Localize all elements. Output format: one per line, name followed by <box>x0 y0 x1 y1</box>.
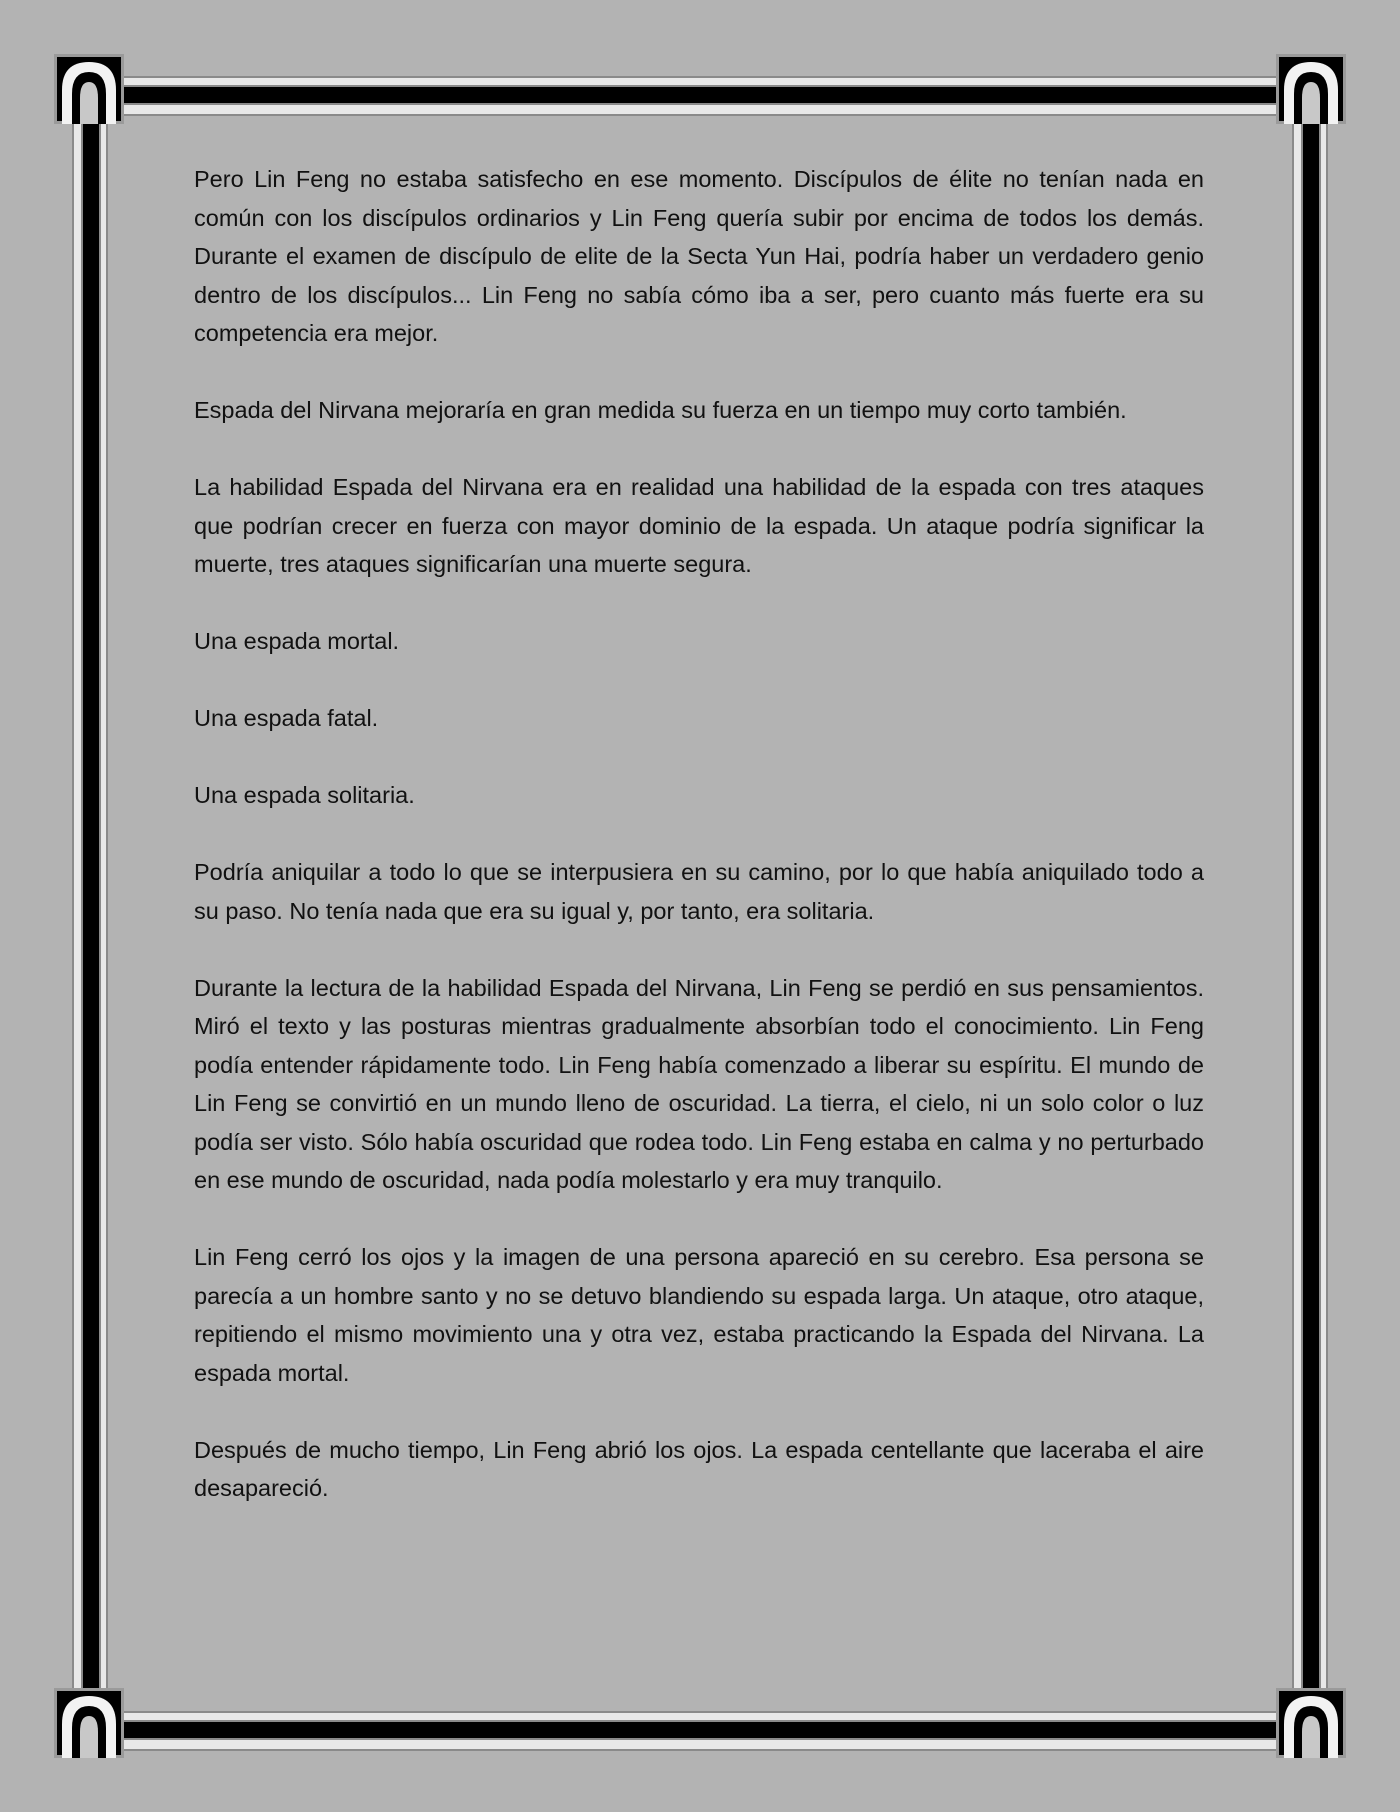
frame-corner-ornament-icon <box>54 1688 124 1758</box>
frame-corner-ornament-icon <box>54 54 124 124</box>
paragraph: Lin Feng cerró los ojos y la imagen de una persona apareció en su cerebro. Esa persona se parecía a un hombre santo y no se detuvo blandiendo su espada larga. Un ataque, otro ataque, repitiendo el mismo movimiento una y otra vez, estaba practicando la Espada del Nirvana. La espada mortal. <box>194 1244 1204 1386</box>
paragraph: Podría aniquilar a todo lo que se interpusiera en su camino, por lo que había aniquilado todo a su paso. No tenía nada que era su igual y, por tanto, era solitaria. <box>194 859 1204 924</box>
frame-corner-ornament-icon <box>1276 1688 1346 1758</box>
paragraph: Después de mucho tiempo, Lin Feng abrió los ojos. La espada centellante que laceraba el aire desapareció. <box>194 1436 1204 1501</box>
paragraph: Una espada fatal. <box>194 705 379 731</box>
paragraph: Una espada solitaria. <box>194 782 415 808</box>
paragraph: Durante la lectura de la habilidad Espada del Nirvana, Lin Feng se perdió en sus pensamientos. Miró el texto y las posturas mientras gradualmente absorbían todo el conocimiento. Lin Feng podía entender rápidamente todo. Lin Feng había comenzado a liberar su espíritu. El mundo de Lin Feng se convirtió en un mundo lleno de oscuridad. La tierra, el cielo, ni un solo color o luz podía ser visto. Sólo había oscuridad que rodea todo. Lin Feng estaba en calma y no perturbado en ese mundo de oscuridad, nada podía molestarlo y era muy tranquilo. <box>194 974 1204 1193</box>
paragraph: Una espada mortal. <box>194 628 400 654</box>
page-text <box>194 160 1204 1546</box>
paragraph: Pero Lin Feng no estaba satisfecho en ese momento. Discípulos de élite no tenían nada en común con los discípulos ordinarios y Lin Feng quería subir por encima de todos los demás. Durante el examen de discípulo de elite de la Secta Yun Hai, podría haber un verdadero genio dentro de los discípulos... Lin Feng no sabía cómo iba a ser, pero cuanto más fuerte era su competencia era mejor. <box>194 166 1204 346</box>
frame-bottom-border <box>120 1711 1280 1751</box>
frame-left-border <box>72 120 108 1700</box>
frame-right-border <box>1292 120 1328 1700</box>
paragraph: La habilidad Espada del Nirvana era en realidad una habilidad de la espada con tres ataques que podrían crecer en fuerza con mayor dominio de la espada. Un ataque podría significar la muerte, tres ataques significarían una muerte segura. <box>194 474 1204 577</box>
frame-corner-ornament-icon <box>1276 54 1346 124</box>
frame-top-border <box>120 76 1280 116</box>
paragraph: Espada del Nirvana mejoraría en gran medida su fuerza en un tiempo muy corto también. <box>194 397 1127 423</box>
